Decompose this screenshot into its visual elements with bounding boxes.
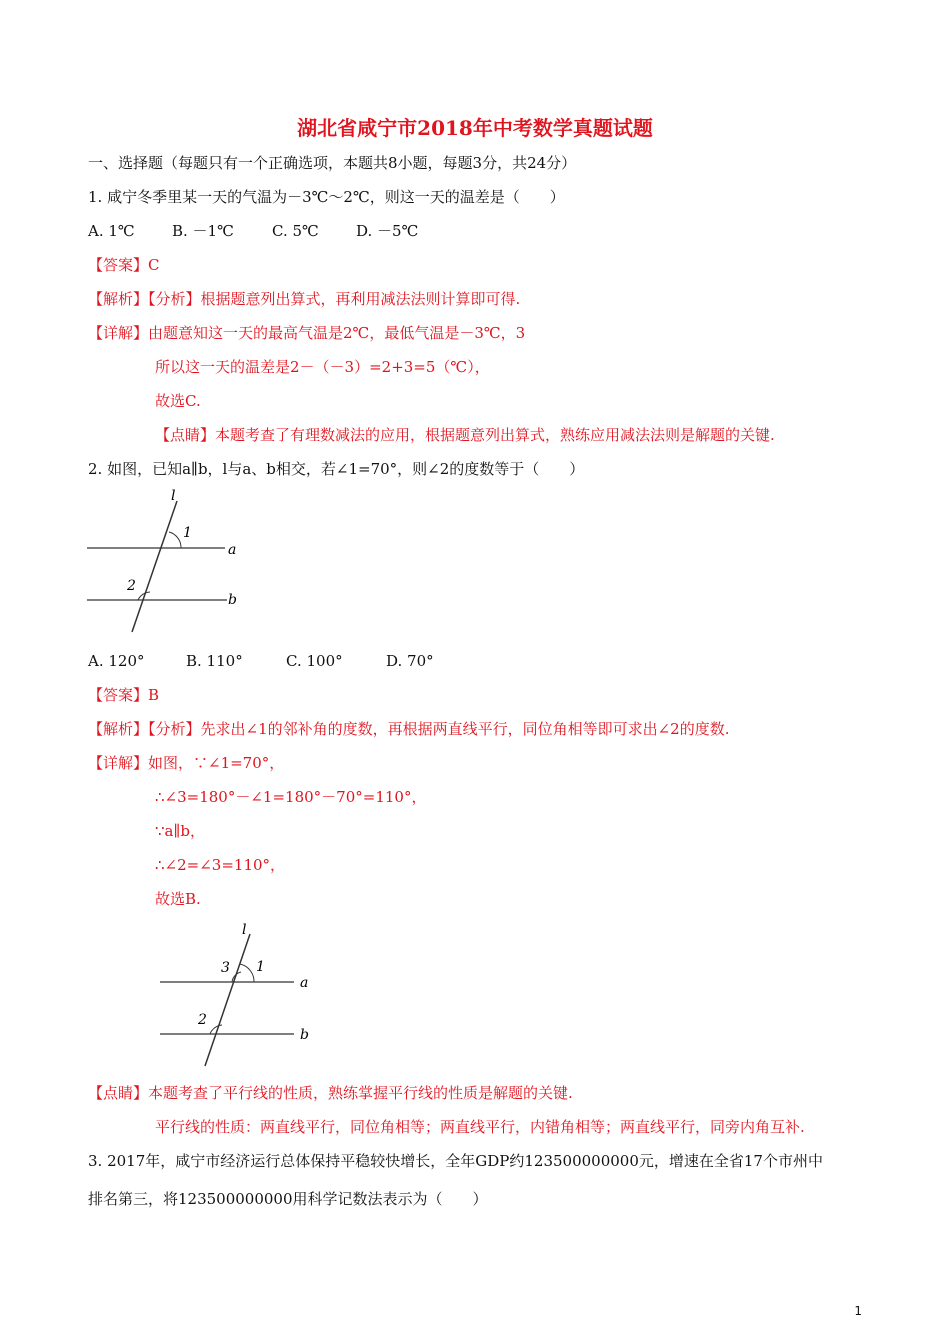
q2-figure — [85, 486, 255, 636]
q1-analysis: 【解析】【分析】根据题意列出算式，再利用减法法则计算即可得. — [88, 290, 521, 308]
q2-option-b: B. 110° — [186, 652, 243, 670]
q1-options — [88, 221, 418, 241]
fig2-label-a: a — [300, 975, 309, 991]
q1-option-a: A. 1℃ — [88, 222, 135, 240]
q2-option-d: D. 70° — [386, 652, 434, 670]
fig1-label-a: a — [228, 542, 237, 558]
fig1-label-l: l — [171, 488, 176, 504]
q2-detail-2: ∴∠3=180°－∠1=180°－70°=110°， — [155, 788, 427, 806]
q2-answer: 【答案】B — [88, 686, 160, 704]
q1-option-d: D. －5℃ — [356, 222, 419, 240]
q2-review: 【点睛】本题考查了平行线的性质，熟练掌握平行线的性质是解题的关键. — [88, 1084, 573, 1102]
fig2-label-2: 2 — [198, 1012, 207, 1028]
q2-review-2: 平行线的性质：两直线平行，同位角相等；两直线平行，内错角相等；两直线平行，同旁内角互补. — [155, 1118, 805, 1136]
q2-analysis: 【解析】【分析】先求出∠1的邻补角的度数，再根据两直线平行，同位角相等即可求出∠2的度数. — [88, 720, 730, 738]
q2-detail-4: ∴∠2=∠3=110°， — [155, 856, 286, 874]
q2-solution-figure — [158, 918, 328, 1070]
q2-option-a: A. 120° — [88, 652, 145, 670]
q2-option-c: C. 100° — [286, 652, 343, 670]
q1-detail: 【详解】由题意知这一天的最高气温是2℃，最低气温是－3℃，3 — [88, 324, 526, 342]
fig2-label-b: b — [300, 1027, 309, 1043]
q1-answer: 【答案】C — [88, 256, 160, 274]
fig1-label-1: 1 — [183, 525, 192, 541]
fig1-label-b: b — [228, 592, 237, 608]
q2-stem: 2. 如图，已知a∥b，l与a、b相交，若∠1=70°，则∠2的度数等于（ ） — [88, 460, 585, 478]
q1-option-b: B. －1℃ — [172, 222, 234, 240]
fig2-label-l: l — [242, 922, 247, 938]
q2-detail-3: ∵a∥b， — [155, 822, 206, 840]
fig1-label-2: 2 — [127, 578, 136, 594]
q3-stem: 3. 2017年，咸宁市经济运行总体保持平稳较快增长，全年GDP约123500000000元，增速在全省17个市州中 — [88, 1152, 823, 1170]
q1-stem: 1. 咸宁冬季里某一天的气温为－3℃～2℃，则这一天的温差是（ ） — [88, 188, 565, 206]
q1-option-c: C. 5℃ — [272, 222, 319, 240]
fig2-label-1: 1 — [256, 959, 265, 975]
q2-detail: 【详解】如图，∵∠1=70°， — [88, 754, 285, 772]
section-heading: 一、选择题（每题只有一个正确选项，本题共8小题，每题3分，共24分） — [88, 154, 577, 172]
q1-detail-3: 故选C. — [155, 392, 201, 410]
q3-stem-2: 排名第三，将123500000000用科学记数法表示为（ ） — [88, 1190, 488, 1208]
page-number: 1 — [854, 1304, 862, 1318]
q1-detail-2: 所以这一天的温差是2－（－3）=2+3=5（℃）， — [155, 358, 490, 376]
fig2-label-3: 3 — [221, 960, 230, 976]
q1-review: 【点睛】本题考查了有理数减法的应用，根据题意列出算式，熟练应用减法法则是解题的关键. — [155, 426, 775, 444]
page-title: 湖北省咸宁市2018年中考数学真题试题 — [297, 116, 653, 140]
q2-options — [88, 651, 434, 671]
q2-detail-5: 故选B. — [155, 890, 201, 908]
